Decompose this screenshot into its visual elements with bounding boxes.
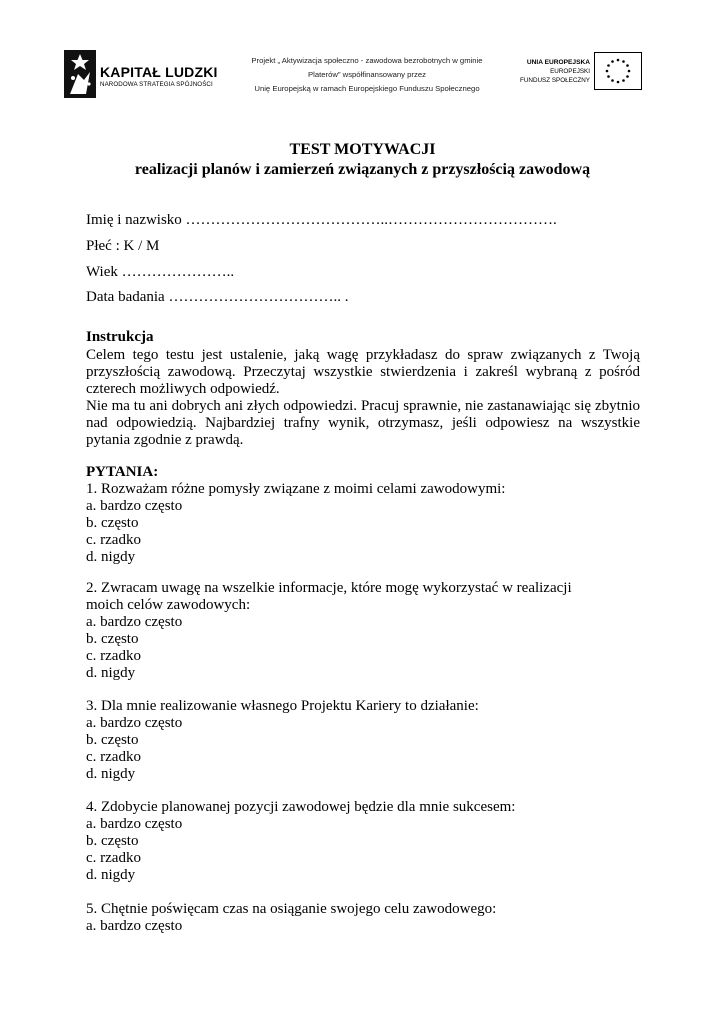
question-4: [86, 799, 515, 884]
answer-option: b. często: [86, 515, 139, 531]
answer-option: b. często: [86, 732, 139, 748]
title-line2: realizacji planów i zamierzeń związanych z przyszłością zawodową: [134, 161, 591, 178]
question-5: [86, 901, 496, 935]
eu-logo-text: [520, 58, 590, 85]
question-2: [86, 580, 572, 682]
document-title: [0, 140, 725, 180]
instruction-paragraph-1: Celem tego testu jest ustalenie, jaką wagę przykładasz do spraw związanych z Twoją przyszłością zawodową. Przeczytaj wszystkie stwierdzenia i zakreśl wybraną z pośród czterech możliwych odpowiedź.: [86, 347, 640, 397]
answer-option: a. bardzo często: [86, 816, 183, 832]
project-header-line: Platerów” współfinansowany przez: [308, 70, 426, 79]
answer-option: a. bardzo często: [86, 498, 183, 514]
logo-left-title: KAPITAŁ LUDZKI: [100, 64, 218, 80]
project-header-line: Projekt „ Aktywizacja społeczno - zawodowa bezrobotnych w gminie: [251, 56, 483, 65]
question-text: 3. Dla mnie realizowanie własnego Projektu Kariery to działanie:: [86, 698, 479, 714]
question-text: 4. Zdobycie planowanej pozycji zawodowej będzie dla mnie sukcesem:: [86, 799, 516, 815]
answer-option: d. nigdy: [86, 665, 136, 681]
question-text: 5. Chętnie poświęcam czas na osiąganie swojego celu zawodowego:: [86, 901, 497, 917]
answer-option: c. rzadko: [86, 850, 141, 866]
questions-heading: PYTANIA:: [86, 464, 159, 480]
kapital-ludzki-logo: [64, 50, 224, 100]
project-header-line: Unię Europejską w ramach Europejskiego Funduszu Społecznego: [254, 84, 480, 93]
question-text: 2. Zwracam uwagę na wszelkie informacje, które mogę wykorzystać w realizacji: [86, 580, 572, 596]
answer-option: c. rzadko: [86, 749, 141, 765]
answer-option: b. często: [86, 833, 139, 849]
answer-option: d. nigdy: [86, 549, 136, 565]
answer-option: b. często: [86, 631, 139, 647]
answer-option: d. nigdy: [86, 867, 136, 883]
eu-logo-line2: EUROPEJSKI: [550, 68, 590, 75]
eu-logo: [520, 52, 645, 92]
project-header: [232, 54, 502, 96]
question-text: moich celów zawodowych:: [86, 597, 251, 613]
logo-left-subtitle: NARODOWA STRATEGIA SPÓJNOŚCI: [100, 81, 213, 88]
question-text: 1. Rozważam różne pomysły związane z moimi celami zawodowymi:: [86, 481, 506, 497]
kapital-ludzki-emblem-icon: [64, 50, 96, 98]
answer-option: a. bardzo często: [86, 614, 183, 630]
answer-option: c. rzadko: [86, 648, 141, 664]
eu-logo-line3: FUNDUSZ SPOŁECZNY: [520, 77, 590, 84]
question-1: [86, 481, 505, 566]
instruction-paragraph-2: Nie ma tu ani dobrych ani złych odpowiedzi. Pracuj sprawnie, nie zastanawiając się zbytnio nad odpowiedzią. Najbardziej trafny wynik, otrzymasz, jeśli odpowiesz na wszystkie pytania zgodnie z prawdą.: [86, 398, 640, 448]
field-sex: Płeć : K / M: [86, 238, 160, 254]
question-3: [86, 698, 479, 783]
answer-option: a. bardzo często: [86, 715, 183, 731]
eu-logo-line1: UNIA EUROPEJSKA: [526, 59, 590, 66]
answer-option: a. bardzo często: [86, 918, 183, 934]
title-line1: TEST MOTYWACJI: [289, 141, 436, 158]
answer-option: c. rzadko: [86, 532, 141, 548]
field-age: Wiek …………………..: [86, 264, 235, 280]
field-name: Imię i nazwisko …………………………………..…………………………….: [86, 212, 557, 228]
instruction-heading: Instrukcja: [86, 329, 154, 345]
answer-option: d. nigdy: [86, 766, 136, 782]
eu-flag-icon: [594, 52, 642, 90]
field-date: Data badania …………………………….. .: [86, 289, 349, 305]
